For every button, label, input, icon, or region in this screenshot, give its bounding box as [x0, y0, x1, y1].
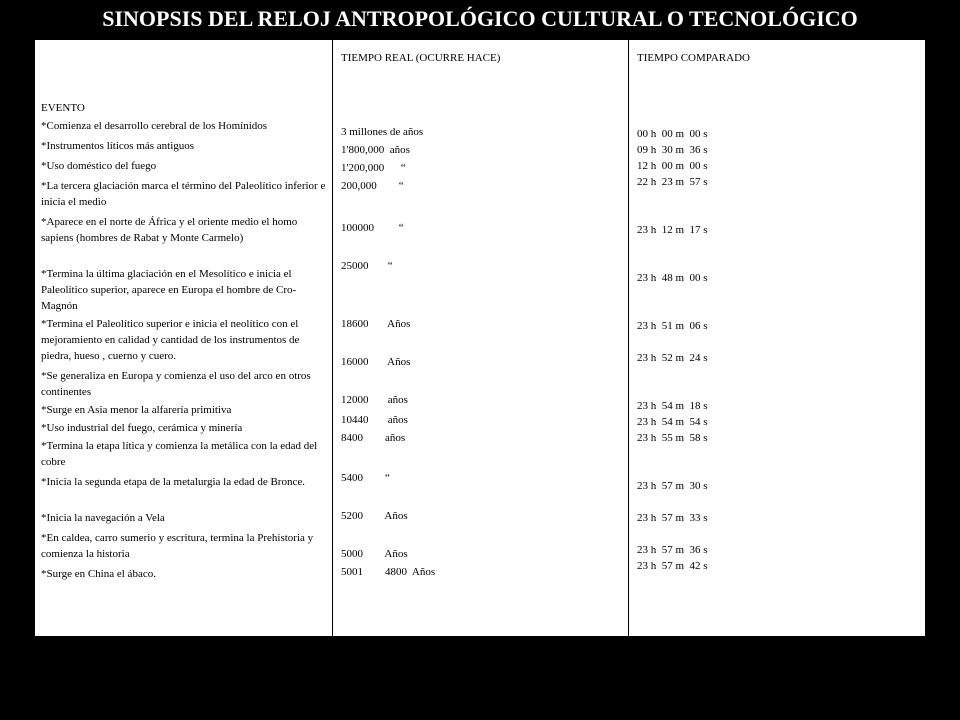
tiempo-comparado-value: 00 h 00 m 00 s — [637, 128, 708, 140]
event-item: *Inicia la segunda etapa de la metalurgia la edad de Bronce. — [41, 476, 305, 488]
tiempo-real-value: 100000 “ — [341, 222, 404, 234]
event-item: *Instrumentos líticos más antiguos — [41, 140, 195, 152]
tiempo-comparado-value: 12 h 00 m 00 s — [637, 160, 708, 172]
tiempo-real-value: 18600 Años — [341, 318, 411, 330]
tiempo-comparado-value: 23 h 55 m 58 s — [637, 432, 708, 444]
header-tiempo-comparado: TIEMPO COMPARADO — [637, 52, 750, 64]
event-item: *Inicia la navegación a Vela — [41, 512, 165, 524]
tiempo-real-value: 8400 años — [341, 432, 406, 444]
tiempo-real-value: 5200 Años — [341, 510, 408, 522]
tiempo-comparado-value: 23 h 54 m 54 s — [637, 416, 708, 428]
event-item: *Surge en Asia menor la alfarería primitiva — [41, 404, 232, 416]
tiempo-comparado-value: 23 h 52 m 24 s — [637, 352, 708, 364]
column-divider — [628, 40, 629, 636]
tiempo-comparado-value: 09 h 30 m 36 s — [637, 144, 708, 156]
tiempo-real-value: 5000 Años — [341, 548, 408, 560]
header-evento: EVENTO — [41, 102, 85, 114]
tiempo-real-value: 5001 4800 Años — [341, 566, 436, 578]
event-item: *Comienza el desarrollo cerebral de los Homínidos — [41, 120, 268, 132]
tiempo-comparado-value: 23 h 57 m 42 s — [637, 560, 708, 572]
tiempo-comparado-value: 23 h 48 m 00 s — [637, 272, 708, 284]
tiempo-comparado-value: 23 h 57 m 36 s — [637, 544, 708, 556]
page-title: SINOPSIS DEL RELOJ ANTROPOLÓGICO CULTURAL O TECNOLÓGICO — [102, 6, 858, 31]
tiempo-real-value: 5400 “ — [341, 472, 390, 484]
header-tiempo-real: TIEMPO REAL (OCURRE HACE) — [341, 52, 501, 64]
tiempo-comparado-value: 23 h 54 m 18 s — [637, 400, 708, 412]
event-item: *La tercera glaciación marca el término del Paleolítico inferior e inicia el medio — [41, 180, 326, 208]
tiempo-comparado-value: 23 h 51 m 06 s — [637, 320, 708, 332]
tiempo-real-value: 16000 Años — [341, 356, 411, 368]
tiempo-comparado-value: 23 h 57 m 30 s — [637, 480, 708, 492]
tiempo-real-value: 3 millones de años — [341, 126, 424, 138]
event-item: *Termina la última glaciación en el Mesolítico e inicia el Paleolítico superior, aparece en Europa el hombre de Cro-Magnón — [41, 268, 297, 312]
column-divider — [332, 40, 333, 636]
event-item: *Termina la etapa lítica y comienza la metálica con la edad del cobre — [41, 440, 318, 468]
event-item: *Termina el Paleolítico superior e inicia el neolítico con el mejoramiento en calidad y cantidad de los instrumentos de piedra, hueso , cuerno y cuero. — [41, 318, 300, 362]
event-item: *Uso doméstico del fuego — [41, 160, 157, 172]
tiempo-real-value: 1'800,000 años — [341, 144, 410, 156]
tiempo-real-value: 12000 años — [341, 394, 408, 406]
event-item: *En caldea, carro sumerio y escritura, termina la Prehistoria y comienza la historia — [41, 532, 314, 560]
tiempo-real-value: 25000 “ — [341, 260, 393, 272]
tiempo-real-value: 1'200,000 “ — [341, 162, 406, 174]
tiempo-comparado-value: 23 h 12 m 17 s — [637, 224, 708, 236]
event-item: *Uso industrial del fuego, cerámica y minería — [41, 422, 243, 434]
tiempo-real-value: 200,000 “ — [341, 180, 404, 192]
tiempo-comparado-value: 22 h 23 m 57 s — [637, 176, 708, 188]
synopsis-table — [35, 40, 925, 636]
event-item: *Aparece en el norte de África y el oriente medio el homo sapiens (hombres de Rabat y Monte Carmelo) — [41, 216, 298, 244]
tiempo-real-value: 10440 años — [341, 414, 408, 426]
event-item: *Se generaliza en Europa y comienza el uso del arco en otros continentes — [41, 370, 311, 398]
event-item: *Surge en China el ábaco. — [41, 568, 156, 580]
tiempo-comparado-value: 23 h 57 m 33 s — [637, 512, 708, 524]
